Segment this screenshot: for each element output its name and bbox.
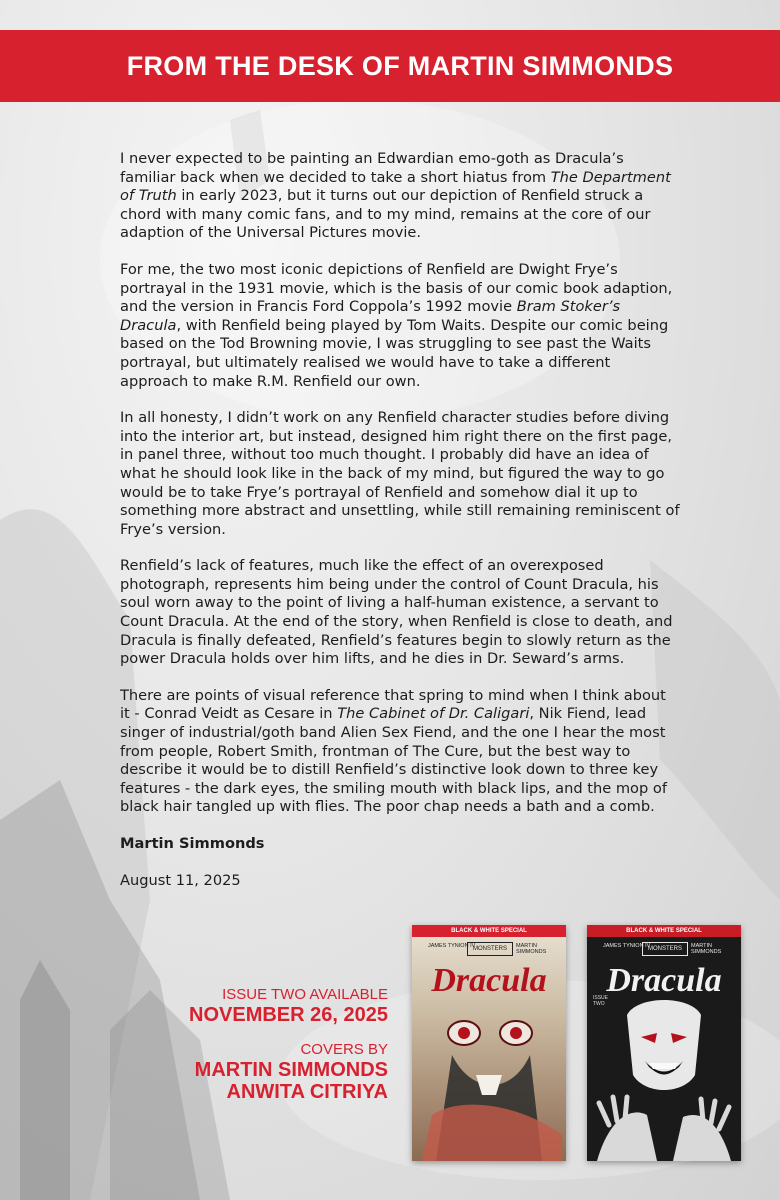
page-title: FROM THE DESK OF MARTIN SIMMONDS bbox=[126, 51, 674, 81]
promo-artist-2: ANWITA CITRIYA bbox=[226, 1081, 388, 1103]
cover-art-a bbox=[412, 925, 566, 1161]
cover-series-logo: MONSTERS bbox=[467, 942, 513, 956]
cover-writer-credit: JAMES TYNION IV bbox=[603, 943, 651, 949]
letter-paragraph-1: I never expected to be painting an Edwardian emo-goth as Dracula’s familiar back when we decided to take a short hiatus from The Department of Truth in early 2023, but it turns out our depiction of Renfield struck a chord with many comic fans, and to my mind, remains at the core of our adaption of the Universal Pictures movie. bbox=[120, 150, 671, 242]
cover-series-logo: MONSTERS bbox=[642, 942, 688, 956]
cover-title-logo: Dracula bbox=[431, 962, 547, 999]
letter-paragraph-3: In all honesty, I didn’t work on any Renfield character studies before diving into the interior art, but instead, designed him right there on the first page, in panel three, without too much thought. I probably did have an idea of what he should look like in the back of my mind, but figured the way to go would be to take Frye’s portrayal of Renfield and somehow dial it up to something more abstract and unsettling, while still remaining reminiscent of Frye’s version. bbox=[120, 409, 680, 538]
cover-banner: BLACK & WHITE SPECIAL bbox=[412, 925, 566, 937]
promo-artist-1: MARTIN SIMMONDS bbox=[194, 1059, 388, 1081]
cover-art-b bbox=[587, 925, 741, 1161]
promo-release-date: NOVEMBER 26, 2025 bbox=[189, 1004, 388, 1026]
cover-title-logo: Dracula bbox=[606, 962, 722, 999]
cover-artist-credit: MARTIN SIMMONDS bbox=[691, 943, 722, 955]
cover-artist-credit: MARTIN SIMMONDS bbox=[516, 943, 547, 955]
cover-illustration-b bbox=[587, 925, 741, 1161]
letter-paragraph-2: For me, the two most iconic depictions of Renfield are Dwight Frye’s portrayal in the 1931 movie, which is the basis of our comic book adaption, and the version in Francis Ford Coppola’s 1992 movie Bram Stoker’s Dracula, with Renfield being played by Tom Waits. Despite our comic being based on the Tod Browning movie, I was struggling to see past the Waits portrayal, but ultimately realised we would have to take a different approach to make R.M. Renfield our own. bbox=[120, 260, 673, 390]
signature-name: Martin Simmonds bbox=[120, 835, 265, 852]
cover-illustration-a bbox=[412, 925, 566, 1161]
letter-body bbox=[120, 150, 680, 908]
issue-promo bbox=[189, 985, 388, 1103]
cover-writer-credit: JAMES TYNION IV bbox=[428, 943, 476, 949]
letter-paragraph-5: There are points of visual reference that spring to mind when I think about it - Conrad Veidt as Cesare in The Cabinet of Dr. Caligari, Nik Fiend, lead singer of industrial/goth band Alien Sex Fiend, and the one I hear the most from people, Robert Smith, frontman of The Cure, but the best way to describe it would be to distill Renfield’s distinctive look down to three key features - the dark eyes, the smiling mouth with black lips, and the mop of black hair tangled up with flies. The poor chap needs a bath and a comb. bbox=[120, 686, 667, 816]
promo-covers-label: COVERS BY bbox=[300, 1041, 388, 1058]
letter-paragraph-4: Renfield’s lack of features, much like the effect of an overexposed photograph, represents him being under the control of Count Dracula, his soul worn away to the point of living a half-human existence, a servant to Count Dracula. At the end of the story, when Renfield is close to death, and Dracula is finally defeated, Renfield’s features begin to slowly return as the power Dracula holds over him lifts, and he dies in Dr. Seward’s arms. bbox=[120, 557, 673, 668]
signature-date: August 11, 2025 bbox=[120, 871, 241, 889]
promo-availability: ISSUE TWO AVAILABLE bbox=[222, 986, 388, 1003]
header-band bbox=[0, 30, 780, 102]
cover-banner: BLACK & WHITE SPECIAL bbox=[587, 925, 741, 937]
cover-issue-badge: ISSUE TWO bbox=[593, 995, 609, 1007]
